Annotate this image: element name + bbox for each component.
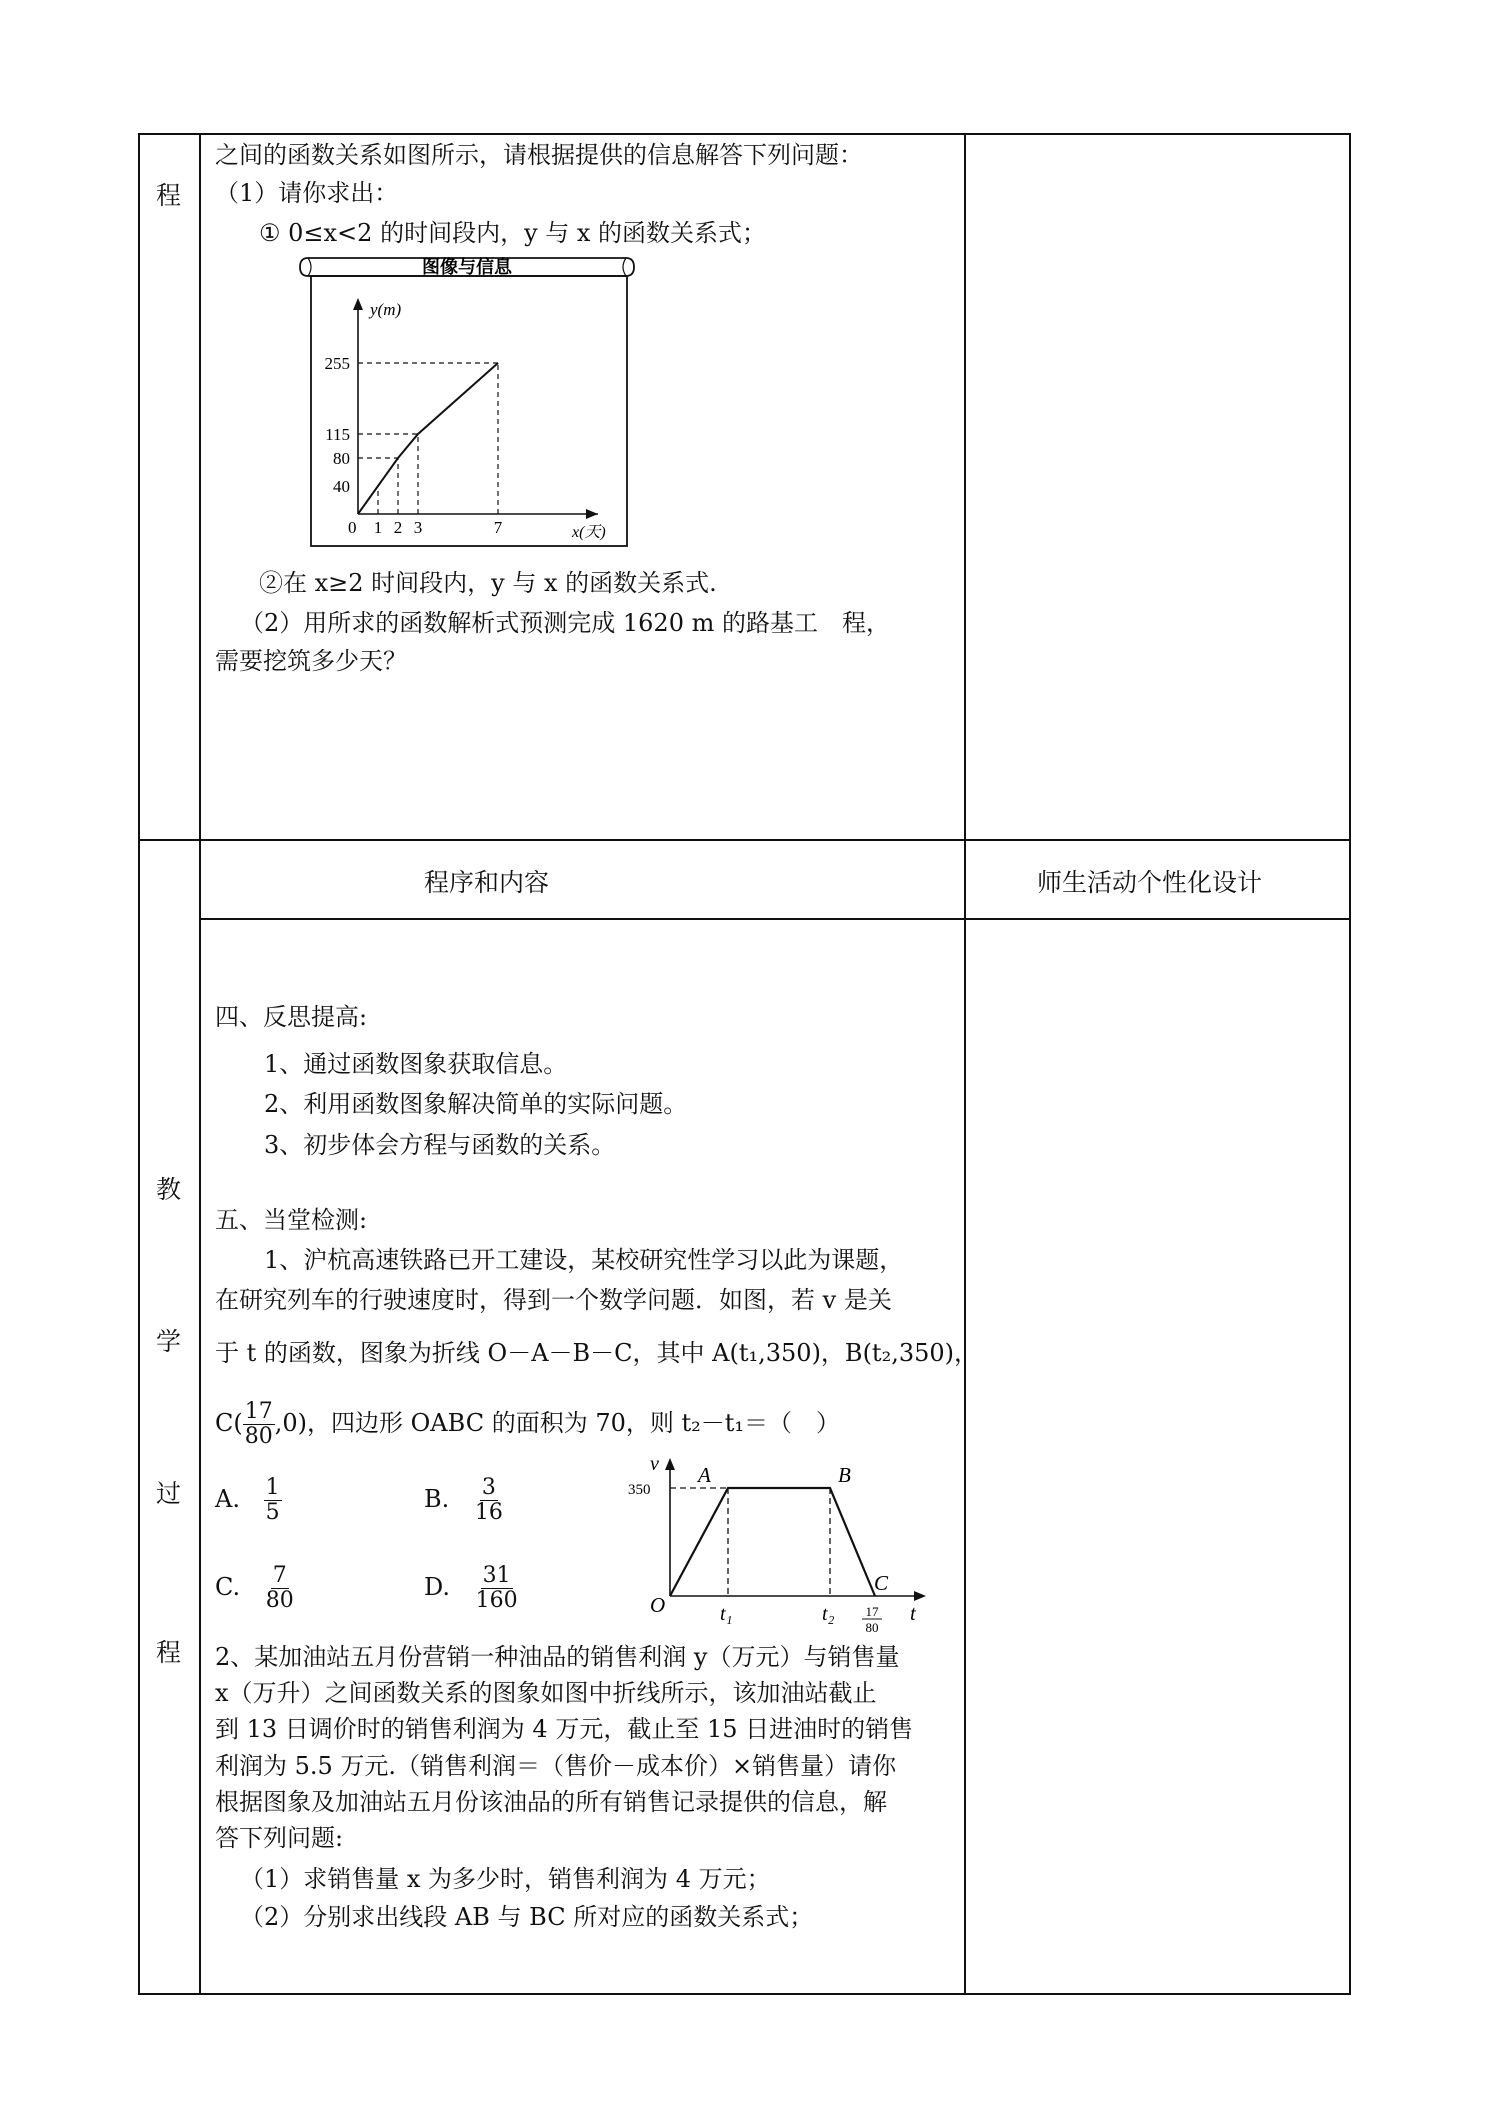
s1-line2: （1）请你求出： xyxy=(215,179,399,207)
graph1-tick-80: 80 xyxy=(333,449,350,468)
graph1-tick-x7: 7 xyxy=(493,518,503,537)
graph2-t1: t₁ xyxy=(720,1603,733,1625)
graph2-origin: O xyxy=(650,1593,666,1617)
graph2-c-den: 80 xyxy=(865,1620,879,1635)
sidebar-char-top: 程 xyxy=(156,181,182,210)
option-a: A. $\frac{1}{5}$ xyxy=(215,1475,280,1525)
header-design-column: 师生活动个性化设计 xyxy=(1037,868,1263,897)
q2-line1: 2、某加油站五月份营销一种油品的销售利润 y（万元）与销售量 xyxy=(215,1643,900,1671)
graph1-tick-x3: 3 xyxy=(413,518,423,537)
graph1-y-label: y(m) xyxy=(370,300,402,319)
s1-line6: 需要挖筑多少天？ xyxy=(215,647,407,675)
option-c: C. $\frac{7}{80}$ xyxy=(215,1563,294,1613)
graph2-c-num: 17 xyxy=(865,1604,879,1619)
q2-line4: 利润为 5.5 万元.（销售利润＝（售价－成本价）×销售量）请你 xyxy=(215,1752,897,1780)
graph2-t2: t₂ xyxy=(822,1603,835,1625)
table-right-border xyxy=(1349,133,1351,1995)
s2-item-1: 1、通过函数图象获取信息。 xyxy=(264,1050,568,1078)
s1-line5: （2）用所求的函数解析式预测完成 1620 m 的路基工 程， xyxy=(240,609,890,637)
graph1-tick-x1: 1 xyxy=(373,518,383,537)
q1-c-fraction: $\frac{17}{80}$ xyxy=(244,1399,273,1449)
table-left-border xyxy=(138,133,140,1995)
graph1-origin: 0 xyxy=(348,518,357,537)
table-header-divider xyxy=(200,918,1351,920)
graph2-v-label: v xyxy=(650,1453,659,1475)
q1-line4-post: ,0)，四边形 OABC 的面积为 70，则 t₂－t₁＝（ ） xyxy=(274,1409,841,1437)
table-row-divider xyxy=(138,839,1351,841)
q1-line4-pre: C( xyxy=(215,1409,243,1437)
graph1-x-label: x(天) xyxy=(572,524,606,541)
q2-sub2: （2）分别求出线段 AB 与 BC 所对应的函数关系式； xyxy=(240,1903,814,1931)
graph2-label-B: B xyxy=(838,1463,851,1487)
q2-sub1: （1）求销售量 x 为多少时，销售利润为 4 万元； xyxy=(240,1865,771,1893)
sidebar-char-guo: 过 xyxy=(156,1479,182,1508)
graph2-polyline-OABC xyxy=(670,1488,875,1596)
s1-line1: 之间的函数关系如图所示，请根据提供的信息解答下列问题： xyxy=(215,141,863,169)
graph2-label-C: C xyxy=(874,1571,889,1595)
q1-line2: 在研究列车的行驶速度时，得到一个数学问题．如图，若 v 是关 xyxy=(215,1286,892,1314)
graph2-label-A: A xyxy=(698,1463,711,1487)
sidebar-char-jiao: 教 xyxy=(156,1175,182,1204)
s2-item-3: 3、初步体会方程与函数的关系。 xyxy=(264,1131,616,1159)
s1-line4: ②在 x≥2 时间段内，y 与 x 的函数关系式. xyxy=(259,569,717,597)
option-b: B. $\frac{3}{16}$ xyxy=(424,1475,503,1525)
graph1-tick-40: 40 xyxy=(333,477,350,496)
option-d: D. $\frac{31}{160}$ xyxy=(424,1563,518,1613)
s1-line3: ① 0≤x<2 的时间段内，y 与 x 的函数关系式； xyxy=(259,219,767,247)
graph1-tick-115: 115 xyxy=(325,425,350,444)
table-sidebar-divider xyxy=(199,133,201,1995)
q2-line2: x（万升）之间函数关系的图象如图中折线所示，该加油站截止 xyxy=(215,1679,877,1707)
table-bottom-border xyxy=(138,1993,1351,1995)
q2-line6: 答下列问题: xyxy=(215,1824,344,1852)
graph1-tick-x2: 2 xyxy=(393,518,403,537)
s2-heading-4: 四、反思提高: xyxy=(215,1003,368,1031)
table-column-divider xyxy=(964,133,966,1995)
q2-line3: 到 13 日调价时的销售利润为 4 万元，截止至 15 日进油时的销售 xyxy=(215,1715,914,1743)
q2-line5: 根据图象及加油站五月份该油品的所有销售记录提供的信息，解 xyxy=(215,1788,887,1816)
table-top-border xyxy=(138,133,1351,135)
function-graph-2 xyxy=(620,1446,940,1636)
s2-heading-5: 五、当堂检测: xyxy=(215,1206,368,1234)
sidebar-char-xue: 学 xyxy=(156,1327,182,1356)
graph2-tick-350: 350 xyxy=(628,1482,651,1498)
graph1-tick-255: 255 xyxy=(324,354,350,373)
q1-line3: 于 t 的函数，图象为折线 O－A－B－C，其中 A(t₁,350)，B(t₂,350)， xyxy=(215,1339,978,1367)
graph1-function-line xyxy=(358,363,498,514)
graph1-banner: 图像与信息 xyxy=(422,257,512,277)
sidebar-char-cheng: 程 xyxy=(156,1638,182,1667)
q1-line4 xyxy=(215,1400,840,1449)
graph2-t-label: t xyxy=(910,1601,916,1625)
header-program-content: 程序和内容 xyxy=(424,868,550,897)
function-graph-1 xyxy=(298,252,638,552)
q1-line1: 1、沪杭高速铁路已开工建设，某校研究性学习以此为课题， xyxy=(264,1246,904,1274)
s2-item-2: 2、利用函数图象解决简单的实际问题。 xyxy=(264,1090,688,1118)
